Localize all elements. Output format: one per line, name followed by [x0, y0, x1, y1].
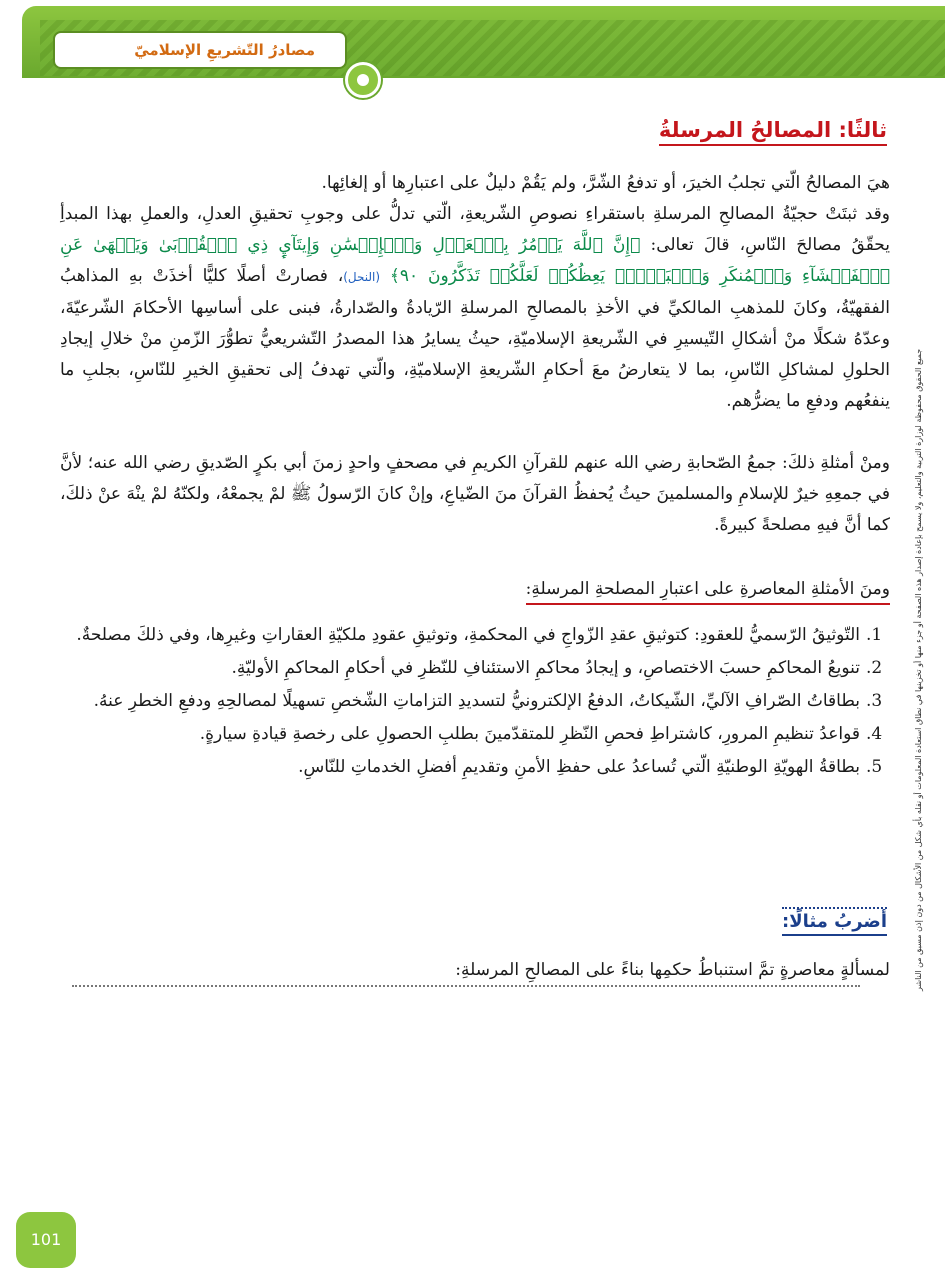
quran-verse: ﴿إِنَّ ٱللَّهَ يَأۡمُرُ بِٱلۡعَدۡلِ وَٱلۡإِحۡسَٰنِ وَإِيتَآيِٕ ذِي ٱلۡقُرۡبَىٰ وَيَنۡهَىٰ عَنِ ٱلۡفَحۡشَآءِ وَٱلۡمُنكَرِ وَٱلۡبَغۡيِۚ يَعِظُكُمۡ لَعَلَّكُمۡ تَذَكَّرُونَ ٩٠﴾ [60, 235, 891, 286]
paragraph-example: ومنْ أمثلةِ ذلكَ: جمعُ الصّحابةِ رضي الله عنهم للقرآنِ الكريمِ في مصحفٍ واحدٍ زمنَ أبي بكرٍ الصّديقِ رضي الله عنه؛ لأنَّ في جمعِهِ خيرٌ للإسلامِ والمسلمينَ حيثُ يُحفظُ القرآنَ منَ الضّياعِ، وإنْ كانَ الرّسولُ ﷺ لمْ يجمعْهُ، ولكنّهُ لمْ ينْهَ عنْ ذلكَ، كما أنَّ فيهِ مصلحةً كبيرةً. [60, 453, 891, 535]
page-number: 101 [16, 1212, 76, 1268]
list-item [60, 686, 890, 716]
list-item [60, 752, 890, 782]
examples-list [60, 620, 890, 785]
list-item-text: التّوثيقُ الرّسميُّ للعقودِ: كتوثيقِ عقدِ الزّواجِ في المحكمةِ، وتوثيقِ عقودِ ملكيّةِ العقاراتِ وغيرِها، وفي ذلكَ مصلحةٌ. [76, 625, 860, 645]
list-item [60, 653, 890, 683]
copyright-side-note: جميع الحقوق محفوظة لوزارة التربية والتعليم، ولا يسمح بإعادة إصدار هذه الصفحة أو جزء منها أو تخزينها في نطاق استعادة المعلومات أو نقله بأي شكل من الأشكال من دون إذن مسبق من الناشر [914, 348, 923, 992]
exercise-title: أضربُ مثالًا: [782, 907, 887, 936]
paragraph-definition: هيَ المصالحُ الّتي تجلبُ الخيرَ، أو تدفعُ الشّرَّ، ولم يَقُمْ دليلٌ على اعتبارِها أو إلغائِها. [321, 173, 890, 193]
examples-title: ومنَ الأمثلةِ المعاصرةِ على اعتبارِ المصلحةِ المرسلةِ: [526, 575, 890, 605]
paragraph-evidence-intro: وقد ثبتَتْ حجيّةُ المصالحِ المرسلةِ باستقراءِ نصوصِ الشّريعةِ، الّتي تدلُّ على وجوبِ تحقيقِ العدلِ، والعملِ بهذا المبدأِ يحقّقُ مصالحَ النّاسِ، قالَ تعالى: [60, 204, 891, 255]
answer-line[interactable] [72, 985, 860, 987]
paragraph-evidence [60, 199, 890, 417]
list-item [60, 620, 890, 650]
section-title: ثالثًا: المصالحُ المرسلةُ [659, 118, 887, 146]
header-title: مصادرُ التّشريعِ الإسلاميّ [134, 41, 315, 59]
list-item-number: 1. [866, 625, 883, 645]
list-item-text: تنويعُ المحاكمِ حسبَ الاختصاصِ، و إيجادُ محاكمِ الاستئنافِ للنّظرِ في أحكامِ المحاكمِ الأوليّةِ. [231, 658, 860, 678]
list-item-number: 4. [866, 724, 883, 744]
list-item-number: 3. [866, 691, 883, 711]
list-item-number: 2. [866, 658, 883, 678]
list-item-number: 5. [866, 757, 883, 777]
header-tab-circle [345, 62, 381, 98]
quran-reference: (النحل) [343, 270, 381, 284]
list-item [60, 719, 890, 749]
list-item-text: بطاقةُ الهويّةِ الوطنيّةِ الّتي تُساعدُ على حفظِ الأمنِ وتقديمِ أفضلِ الخدماتِ للنّاسِ. [298, 757, 860, 777]
exercise-prompt: لمسألةٍ معاصرةٍ تمَّ استنباطُ حكمِها بناءً على المصالحِ المرسلةِ: [455, 960, 890, 980]
list-item-text: بطاقاتُ الصّرافِ الآليِّ، الشّيكاتُ، الدفعُ الإلكترونيُّ لتسديدِ التزاماتِ الشّخصِ تسهيلًا لمصالحِهِ ودفعِ الخطرِ عنهُ. [93, 691, 860, 711]
list-item-text: قواعدُ تنظيمِ المرورِ، كاشتراطِ فحصِ النّظرِ للمتقدّمينَ بطلبِ الحصولِ على رخصةِ قيادةِ سيارةٍ. [199, 724, 860, 744]
paragraph-evidence-body: ، فصارتْ أصلًا كليًّا أخذَتْ بهِ المذاهبُ الفقهيّةُ، وكانَ للمذهبِ المالكيِّ في الأخذِ بالمصالحِ المرسلةِ الرّيادةُ والصّدارةُ، فبنى على أساسِها الأحكامَ الشّرعيّةَ، وعدّهُ شكلًا منْ أشكالِ التّيسيرِ في الشّريعةِ الإسلاميّةِ، حيثُ يسايرُ هذا المصدرُ التّشريعيُّ تطوُّرَ الزّمنِ منْ خلالِ إيجادِ الحلولِ لمشاكلِ النّاسِ، بما لا يتعارضُ معَ أحكامِ الشّريعةِ الإسلاميّةِ، والّتي تهدفُ إلى تحقيقِ الخيرِ للنّاسِ، بجلبِ ما ينفعُهم ودفعِ ما يضرُّهم. [60, 266, 890, 411]
